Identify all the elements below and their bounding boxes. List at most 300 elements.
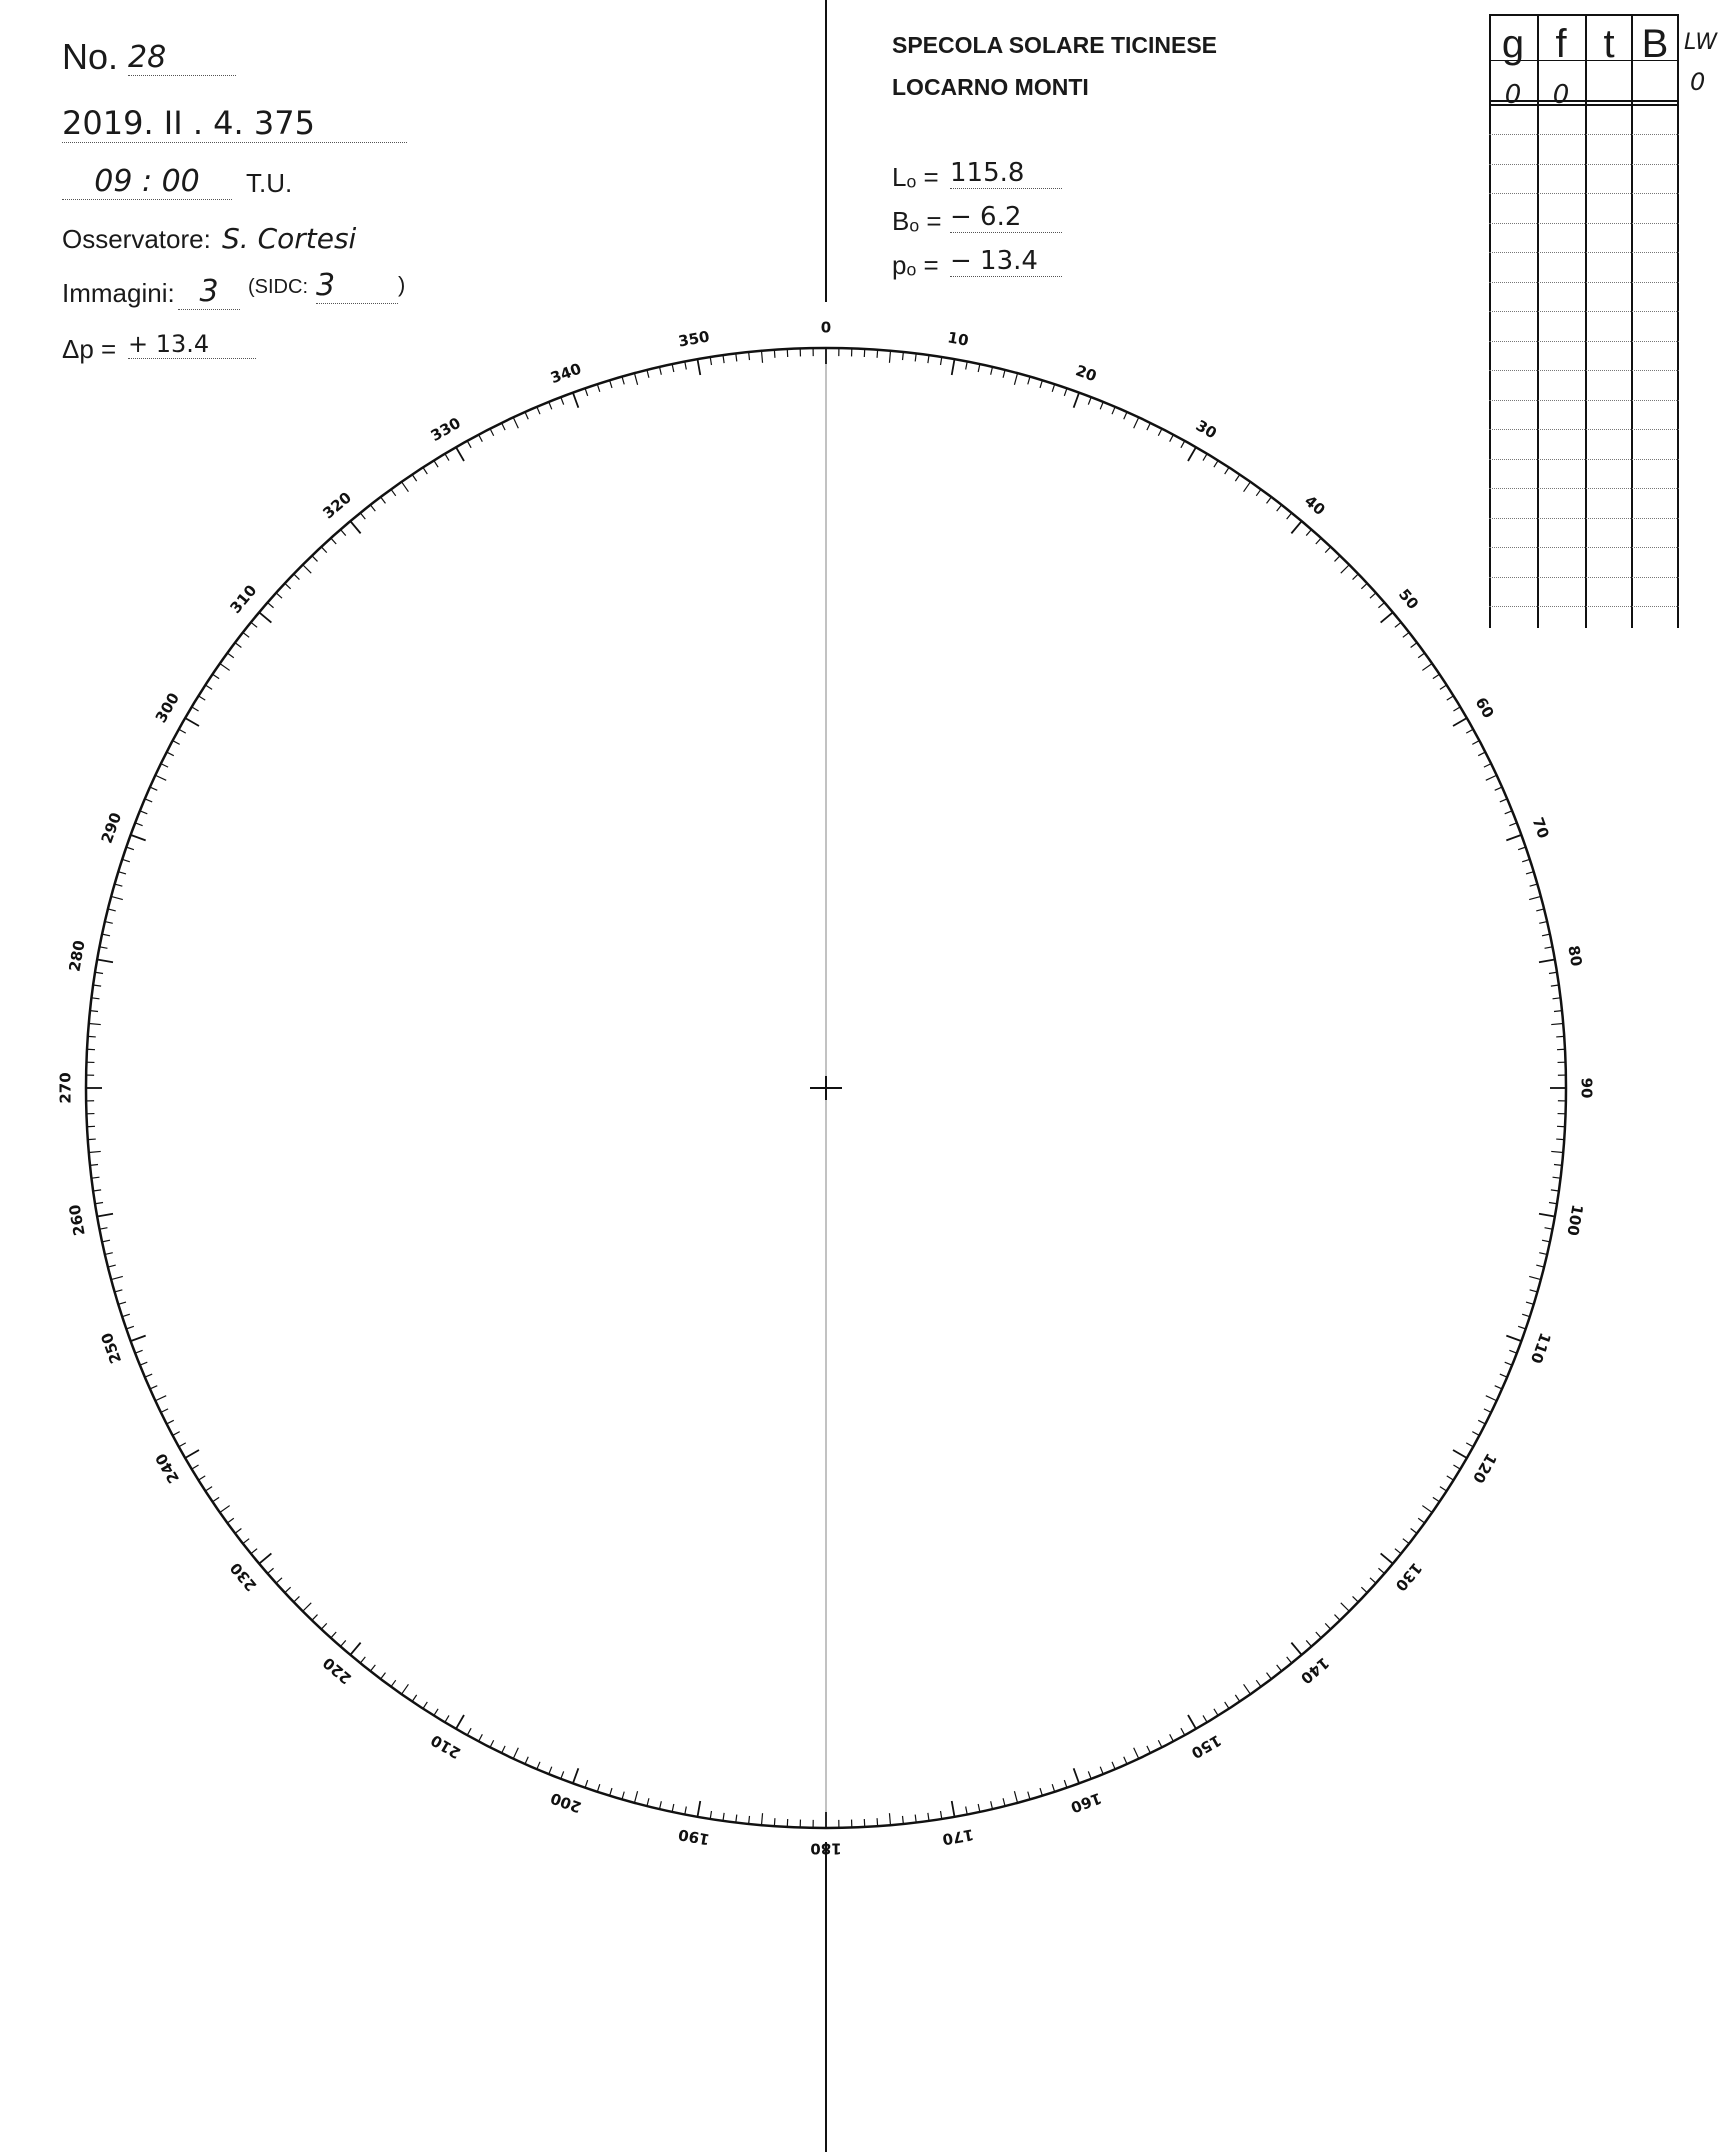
degree-tick [1530,884,1538,886]
degree-tick [321,547,326,553]
degree-tick [1484,764,1491,768]
degree-tick [952,359,955,375]
degree-tick [1506,835,1521,840]
degree-tick [1536,1265,1544,1267]
degree-tick [467,441,471,448]
degree-label: 50 [1394,585,1423,613]
degree-tick [1411,643,1417,648]
degree-tick [90,1165,98,1166]
degree-tick [118,872,126,874]
degree-tick [660,1801,662,1809]
degree-tick [161,764,168,768]
degree-label: 80 [1564,944,1586,968]
degree-tick [1518,847,1526,850]
degree-tick [92,998,100,999]
degree-tick [131,835,146,840]
delta-p-label: Δp = [62,334,117,364]
degree-label: 30 [1192,416,1220,443]
degree-tick [1551,1024,1563,1025]
degree-tick [456,447,464,461]
degree-tick [1526,872,1534,874]
degree-tick [381,497,386,503]
degree-tick [89,1151,101,1152]
degree-tick [774,1818,775,1826]
degree-tick [1381,612,1393,622]
degree-label: 0 [820,318,832,337]
degree-tick [1509,1350,1516,1353]
degree-tick [889,351,890,363]
degree-tick [303,565,311,573]
degree-tick [1188,1715,1196,1729]
degree-tick [108,909,116,911]
header-f: f [1555,22,1567,66]
degree-tick [102,1240,110,1242]
degree-tick [1466,729,1473,733]
degree-tick [877,350,878,358]
degree-tick [370,505,375,511]
degree-tick [434,460,438,467]
degree-tick [1433,674,1440,678]
degree-tick [1422,1506,1432,1513]
degree-tick [502,1746,506,1753]
degree-tick [145,799,152,802]
degree-tick [341,1640,346,1646]
degree-tick [1522,1314,1530,1316]
degree-tick [122,859,130,861]
degree-tick [220,664,230,671]
degree-tick [350,1643,360,1655]
degree-label: 300 [151,689,184,726]
degree-tick [1551,1190,1559,1191]
degree-tick [1100,1767,1103,1774]
degree-tick [1014,373,1017,385]
degree-tick [1526,1302,1534,1304]
value-g[interactable]: 0 [1504,80,1522,110]
degree-tick [115,884,123,886]
degree-tick [92,1177,100,1178]
observatory-name: SPECOLA SOLARE TICINESE [892,32,1218,58]
degree-tick [1478,752,1485,756]
degree-tick [573,1768,578,1783]
degree-tick [412,1695,416,1702]
degree-tick [391,489,396,495]
degree-tick [173,741,180,745]
degree-label: 280 [65,938,89,973]
degree-tick [155,775,166,780]
degree-label: 320 [319,488,355,523]
degree-tick [1124,412,1127,419]
degree-tick [179,729,186,733]
images-field[interactable]: 3 [178,274,240,310]
degree-tick [350,521,360,533]
degree-tick [185,1450,199,1458]
degree-tick [1361,583,1367,588]
degree-tick [1225,1702,1229,1709]
degree-tick [118,1302,126,1304]
degree-tick [1505,1362,1512,1365]
l0-field[interactable]: 115.8 [950,158,1062,189]
degree-tick [105,922,113,924]
degree-label: 330 [427,413,464,446]
degree-tick [140,1362,147,1365]
degree-tick [561,1771,564,1778]
degree-label: 250 [97,1330,126,1366]
degree-label: 260 [65,1203,89,1238]
degree-tick [192,1465,199,1469]
degree-tick [1381,1553,1393,1563]
sidc-close: ) [398,272,406,297]
degree-tick [259,1553,271,1563]
degree-tick [1551,1151,1563,1152]
degree-tick [456,1715,464,1729]
degree-tick [312,1615,318,1621]
degree-tick [1542,934,1550,936]
degree-tick [150,787,157,790]
degree-tick [537,407,540,414]
degree-tick [100,947,108,949]
degree-label: 190 [676,1825,711,1849]
degree-tick [1539,960,1555,963]
degree-tick [1287,513,1292,519]
degree-tick [1124,1757,1127,1764]
degree-tick [991,367,993,375]
degree-tick [1418,653,1424,658]
observer-label: Osservatore: [62,224,211,254]
degree-tick [1112,1762,1115,1769]
degree-label: 170 [941,1825,976,1849]
degree-tick [685,1807,687,1815]
degree-tick [1214,460,1218,467]
degree-tick [1403,1539,1409,1544]
lw-header: LW [1684,30,1718,55]
observatory-location: LOCARNO MONTI [892,74,1089,100]
degree-label: 60 [1471,694,1498,722]
degree-tick [490,1740,494,1747]
degree-tick [1287,1657,1292,1663]
degree-tick [1306,1640,1311,1646]
degree-tick [1370,1578,1376,1583]
b0-field[interactable]: − 6.2 [950,202,1062,233]
degree-tick [341,530,346,536]
degree-tick [115,1290,123,1292]
degree-tick [928,1813,929,1821]
degree-tick [1500,799,1507,802]
degree-tick [1539,1253,1547,1255]
degree-tick [402,1684,409,1694]
degree-tick [490,429,494,436]
degree-tick [525,412,528,419]
degree-tick [1334,556,1340,562]
degree-tick [285,1587,291,1592]
degree-tick [1453,718,1467,726]
degree-tick [1341,565,1349,573]
degree-tick [135,823,142,826]
degree-tick [108,1265,116,1267]
degree-tick [1235,475,1239,482]
degree-tick [978,364,980,372]
sidc-field[interactable]: 3 [316,268,398,304]
degree-tick [1361,1587,1367,1592]
degree-tick [1341,1603,1349,1611]
degree-label: 20 [1073,361,1099,386]
degree-tick [622,1792,624,1800]
degree-tick [268,603,274,608]
degree-tick [1545,1228,1553,1230]
degree-tick [1418,1518,1424,1523]
degree-tick [1453,707,1460,711]
degree-tick [736,1815,737,1823]
degree-tick [122,1314,130,1316]
degree-tick [1147,423,1151,430]
degree-tick [1411,1529,1417,1534]
degree-tick [1403,632,1409,637]
degree-tick [1447,696,1454,700]
degree-tick [723,1813,724,1821]
degree-tick [131,1336,146,1341]
degree-tick [235,1529,241,1534]
degree-tick [660,367,662,375]
degree-tick [1181,1728,1185,1735]
degree-label: 310 [226,581,261,617]
degree-tick [928,355,929,363]
degree-tick [95,972,103,973]
degree-tick [1277,1665,1282,1671]
degree-tick [198,1476,205,1480]
degree-tick [1486,775,1497,780]
degree-tick [173,1432,180,1436]
degree-tick [1556,1036,1564,1037]
degree-tick [1353,1596,1359,1602]
degree-tick [1530,1290,1538,1292]
degree-tick [1064,1780,1067,1788]
degree-tick [93,1190,101,1191]
degree-tick [1466,1443,1473,1447]
degree-label: 150 [1188,1730,1225,1763]
degree-tick [1188,447,1196,461]
degree-tick [877,1818,878,1826]
degree-tick [412,475,416,482]
degree-tick [1554,1165,1562,1166]
degree-tick [294,1596,300,1602]
degree-tick [1170,1734,1174,1741]
degree-tick [941,1811,942,1819]
degree-tick [749,1816,750,1824]
degree-tick [1225,467,1229,474]
date-field[interactable]: 2019. II . 4. 375 [62,104,407,143]
degree-tick [710,357,711,365]
degree-tick [561,397,564,404]
degree-tick [243,1539,249,1544]
degree-tick [1495,1386,1502,1389]
degree-tick [1472,1432,1479,1436]
degree-tick [213,1497,220,1501]
degree-tick [97,1214,113,1217]
degree-tick [1545,947,1553,949]
degree-label: 340 [548,359,584,388]
degree-tick [889,1813,890,1825]
degree-tick [1542,1240,1550,1242]
degree-tick [1235,1695,1239,1702]
number-label: No. [62,36,119,77]
degree-tick [1433,1497,1440,1501]
sidc-label: (SIDC: [248,276,308,298]
degree-tick [698,1801,701,1817]
degree-tick [1074,393,1079,408]
degree-tick [966,1807,968,1815]
degree-tick [610,1788,612,1796]
degree-tick [111,1276,123,1279]
degree-tick [105,1253,113,1255]
degree-label: 40 [1301,491,1329,520]
degree-label: 210 [427,1730,464,1763]
degree-tick [331,538,336,544]
degree-tick [1052,384,1054,392]
degree-tick [1549,1203,1557,1204]
degree-tick [1256,489,1261,495]
degree-tick [647,370,649,378]
degree-tick [1422,664,1432,671]
degree-tick [672,364,674,372]
degree-label: 130 [1391,1559,1426,1595]
degree-tick [1014,1791,1017,1803]
degree-tick [167,752,174,756]
degree-tick [1518,1326,1526,1329]
degree-tick [1447,1476,1454,1480]
degree-tick [634,1791,637,1803]
degree-tick [1500,1374,1507,1377]
degree-tick [1181,441,1185,448]
degree-tick [321,1623,326,1629]
degree-label: 270 [56,1072,75,1104]
degree-tick [941,357,942,365]
degree-tick [93,985,101,986]
degree-tick [1551,985,1559,986]
degree-tick [360,1657,365,1663]
degree-tick [251,622,257,627]
degree-tick [1244,1684,1251,1694]
degree-tick [1478,1420,1485,1424]
degree-tick [1395,622,1401,627]
degree-tick [198,696,205,700]
degree-tick [1486,1396,1497,1401]
degree-tick [111,896,123,899]
header-g: g [1501,22,1525,66]
degree-tick [710,1811,711,1819]
delta-p-field[interactable]: + 13.4 [128,330,256,359]
lw-value[interactable]: 0 [1690,68,1706,96]
value-f[interactable]: 0 [1552,80,1570,110]
degree-tick [100,1228,108,1230]
degree-tick [513,417,518,428]
degree-tick [1353,574,1359,580]
degree-tick [1244,482,1251,492]
degree-label: 10 [946,328,970,350]
degree-tick [1506,1336,1521,1341]
degree-tick [220,1506,230,1513]
degree-tick [685,362,687,370]
degree-tick [90,1011,98,1012]
degree-tick [1134,1748,1139,1759]
degree-tick [549,1767,552,1774]
degree-tick [1316,1632,1321,1638]
degree-tick [915,354,916,362]
degree-tick [1170,435,1174,442]
degree-tick [155,1396,166,1401]
degree-tick [1074,1768,1079,1783]
degree-label: 220 [319,1653,355,1688]
time-field[interactable]: 09 : 00 [62,164,232,200]
degree-tick [1549,972,1557,973]
degree-tick [1440,1487,1447,1491]
degree-tick [360,513,365,519]
degree-tick [1203,454,1207,461]
degree-tick [268,1568,274,1573]
degree-tick [276,1578,282,1583]
degree-tick [276,593,282,598]
degree-tick [126,847,134,850]
degree-tick [1539,922,1547,924]
degree-tick [88,1139,96,1140]
degree-tick [1539,1214,1555,1217]
degree-tick [1158,1740,1162,1747]
degree-tick [1028,1792,1030,1800]
degree-tick [185,718,199,726]
degree-tick [1291,521,1301,533]
degree-tick [966,362,968,370]
degree-tick [723,355,724,363]
degree-tick [610,380,612,388]
number-field[interactable]: 28 [128,40,236,76]
degree-tick [903,1816,904,1824]
degree-tick [1509,823,1516,826]
degree-tick [89,1024,101,1025]
degree-tick [1529,1276,1541,1279]
degree-tick [1064,388,1067,396]
degree-tick [1553,1177,1561,1178]
degree-label: 70 [1528,815,1553,841]
degree-tick [698,359,701,375]
header-b: B [1641,22,1669,66]
degree-tick [312,556,318,562]
degree-tick [634,373,637,385]
degree-tick [622,377,624,385]
degree-tick [762,351,763,363]
degree-tick [1203,1715,1207,1722]
degree-tick [573,393,578,408]
degree-tick [227,1518,233,1523]
degree-tick [762,1813,763,1825]
degree-label: 160 [1068,1788,1104,1817]
observer-field[interactable]: S. Cortesi [222,222,357,255]
degree-tick [774,350,775,358]
degree-tick [251,1549,257,1554]
degree-tick [467,1728,471,1735]
degree-tick [1495,787,1502,790]
degree-tick [1378,1568,1384,1573]
degree-tick [381,1673,386,1679]
p0-field[interactable]: − 13.4 [950,246,1062,277]
degree-tick [150,1386,157,1389]
degree-tick [1040,380,1042,388]
degree-tick [479,1734,483,1741]
degree-tick [952,1801,955,1817]
degree-tick [227,653,233,658]
degree-tick [1453,1450,1467,1458]
degree-tick [95,1203,103,1204]
degree-tick [1134,417,1139,428]
degree-tick [205,1487,212,1491]
degree-label: 350 [676,327,711,351]
